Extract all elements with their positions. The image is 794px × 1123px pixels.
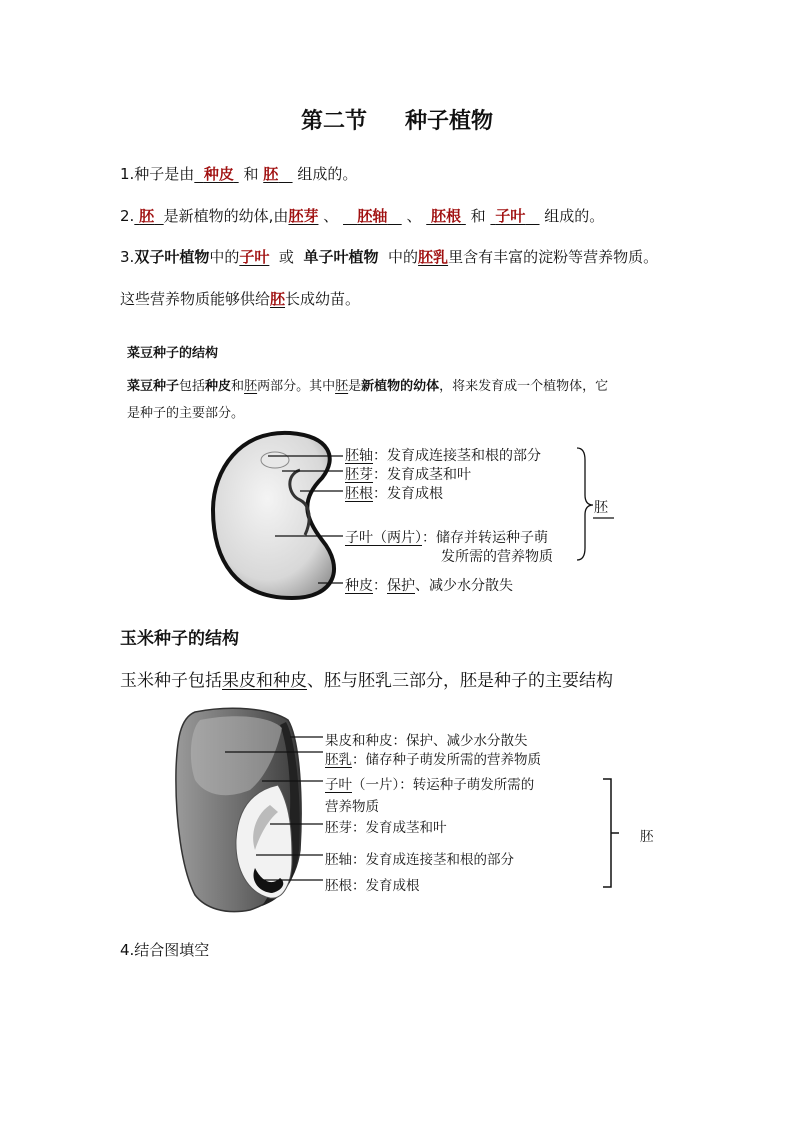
bean-p-t5: ，将来发育成一个植物体，它: [439, 379, 609, 394]
q3b-end: 长成幼苗。: [285, 290, 361, 308]
q3-text1: 中的: [209, 248, 240, 266]
corn-heading: 玉米种子的结构: [120, 629, 239, 649]
corn-label-plumule: 胚芽：发育成茎和叶: [325, 820, 447, 836]
q3-dicot: 双子叶植物: [134, 248, 210, 266]
q1-answer-embryo: 胚: [263, 165, 279, 183]
q2-answer-embryo: 胚: [139, 207, 155, 225]
bean-label-coat-sep: ：: [373, 578, 387, 594]
corn-label-cotyledon: [325, 773, 534, 793]
bean-p-line2: 是种子的主要部分。: [127, 406, 245, 421]
corn-label-endo-name: 胚乳: [325, 752, 352, 768]
q1-text: 1.种子是由: [120, 165, 195, 183]
corn-p-peel: 果皮和种皮: [222, 671, 307, 691]
corn-p-t1: 玉米种子包括: [120, 671, 222, 691]
bean-label-coat-name: 种皮: [345, 578, 373, 594]
bean-p-embryo1: 胚: [244, 379, 258, 394]
corn-label-radicle: 胚根：发育成根: [325, 878, 420, 894]
corn-brace: [603, 779, 619, 887]
bean-label-root-name: 胚根: [345, 486, 373, 502]
corn-label-cot-name: 子叶: [325, 777, 352, 793]
bean-label-root-desc: ：发育成根: [373, 486, 443, 502]
title-section: 第二节: [300, 109, 367, 134]
q1-answer-seedcoat: 种皮: [203, 165, 234, 183]
q2-and: 和: [470, 207, 486, 225]
bean-label-coat-protect: 保护: [387, 578, 415, 594]
corn-label-endo-desc: ：储存种子萌发所需的营养物质: [352, 752, 541, 768]
q2-answer-cotyledon: 子叶: [495, 207, 526, 225]
q2-end: 组成的。: [544, 207, 605, 225]
q3-answer-cotyledon: 子叶: [239, 248, 270, 266]
q2-sep1: 、: [323, 207, 339, 225]
corn-p-t2: 、胚与胚乳三部分，胚是种子的主要结构: [307, 671, 613, 691]
q1-and: 和: [243, 165, 259, 183]
bean-p-coat: 种皮: [205, 379, 232, 394]
q2-number: 2.: [120, 207, 135, 225]
q1-end: 组成的。: [297, 165, 358, 183]
corn-label-cot-desc1: （一片）：转运种子萌发所需的: [352, 777, 535, 793]
q3-monocot: 单子叶植物: [303, 248, 379, 266]
title-topic: 种子植物: [405, 109, 494, 134]
corn-label-pericarp: 果皮和种皮：保护、减少水分散失: [325, 733, 528, 749]
bean-label-cot-name: 子叶（两片）: [345, 530, 422, 546]
bean-p-t1: 包括: [179, 379, 206, 394]
bean-p-seed: 菜豆种子: [127, 379, 180, 394]
q3-end: 里含有丰富的淀粉等营养物质。: [448, 248, 659, 266]
bean-p-t2: 和: [231, 379, 245, 394]
q3-number: 3.: [120, 248, 135, 266]
corn-label-embryo: 胚: [640, 829, 654, 845]
bean-label-axis-name: 胚轴: [345, 448, 373, 464]
bean-label-coat-desc: 、减少水分散失: [415, 578, 513, 594]
bean-p-t4: 是: [348, 379, 362, 394]
bean-label-cotyledon-line2: 发所需的营养物质: [441, 549, 553, 565]
bean-heading: 菜豆种子的结构: [127, 346, 219, 361]
bean-p-embryo2: 胚: [335, 379, 349, 394]
bean-label-bud-name: 胚芽: [345, 467, 373, 483]
bean-p-young: 新植物的幼体: [361, 379, 440, 394]
q2-answer-axis: 胚轴: [357, 207, 388, 225]
q3b-answer-embryo: 胚: [270, 290, 286, 308]
q3-answer-endosperm: 胚乳: [418, 248, 449, 266]
q3-text2: 中的: [388, 248, 419, 266]
q3b-text: 这些营养物质能够供给: [120, 290, 271, 308]
question-4: 4.结合图填空: [120, 941, 210, 959]
q2-text: 是新植物的幼体,由: [163, 207, 289, 225]
bean-p-t3: 两部分。其中: [257, 379, 336, 394]
q2-sep2: 、: [406, 207, 422, 225]
q3-or: 或: [278, 248, 294, 266]
q2-answer-plumule: 胚芽: [288, 207, 319, 225]
q2-answer-radicle: 胚根: [431, 207, 462, 225]
bean-label-cot-desc1: ：储存并转运种子萌: [422, 530, 548, 546]
bean-label-embryo: 胚: [594, 500, 608, 516]
corn-label-hypocotyl: 胚轴：发育成连接茎和根的部分: [325, 852, 514, 868]
corn-label-cotyledon-line2: 营养物质: [325, 799, 379, 815]
bean-label-axis-desc: ：发育成连接茎和根的部分: [373, 448, 541, 464]
corn-label-endosperm: [325, 748, 541, 768]
bean-label-bud-desc: ：发育成茎和叶: [373, 467, 471, 483]
